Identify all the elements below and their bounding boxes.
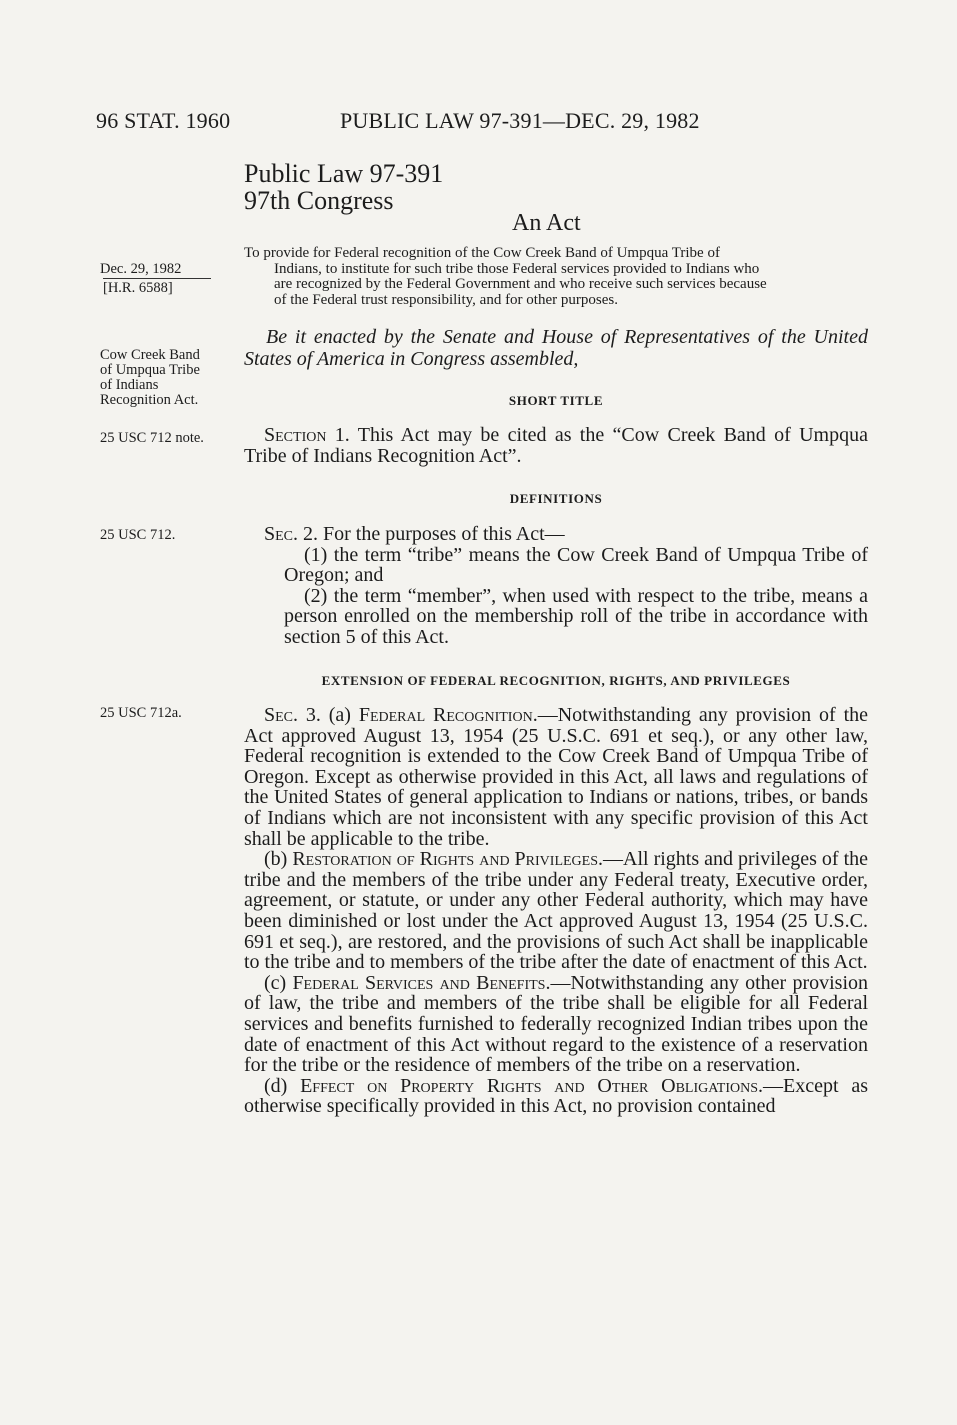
law-date-header: PUBLIC LAW 97-391—DEC. 29, 1982 (340, 108, 700, 133)
subsection-a-heading: Federal Recognition. (358, 704, 538, 726)
subsection-c-prefix: (c) (264, 971, 293, 994)
section-2-item-1: (1) the term “tribe” means the Cow Creek Band of Umpqua Tribe of Oregon; and (284, 543, 868, 587)
section-2 (244, 524, 868, 648)
margin-citation-sec3: 25 USC 712a. (100, 705, 182, 721)
purpose-line: Indians, to institute for such tribe those Federal services provided to Indians who (274, 260, 760, 277)
subsection-d-prefix: (d) (264, 1074, 301, 1097)
running-head (96, 108, 856, 138)
section-3-subsection-b (244, 849, 868, 973)
section-2-label: Sec. 2. (264, 523, 319, 545)
section-1-paragraph (244, 425, 868, 466)
margin-short-title-line: Cow Creek Band (100, 347, 200, 363)
section-2-item-2: (2) the term “member”, when used with respect to the tribe, means a person enrolled on the membership roll of the tribe in accordance with section 5 of this Act. (284, 584, 868, 648)
margin-date: Dec. 29, 1982 (100, 261, 182, 277)
section-2-intro: For the purposes of this Act— (318, 523, 565, 545)
heading-extension: EXTENSION OF FEDERAL RECOGNITION, RIGHTS, AND PRIVILEGES (321, 673, 791, 688)
section-1-label: Section 1. (264, 424, 350, 446)
section-3-subsection-a (244, 705, 868, 849)
subsection-a-prefix: (a) (320, 704, 359, 726)
margin-short-title-line: Recognition Act. (100, 392, 199, 408)
heading-definitions: DEFINITIONS (509, 491, 603, 506)
public-law-number: Public Law 97-391 (244, 159, 444, 188)
enacting-clause: Be it enacted by the Senate and House of Representatives of the United States of America in Congress assembled, (244, 326, 868, 370)
purpose-line: are recognized by the Federal Government and who receive such services because (274, 276, 767, 292)
subsection-b-heading: Restoration of Rights and Privileges. (292, 848, 604, 871)
section-3 (244, 705, 868, 1117)
public-law-title (244, 160, 443, 214)
margin-short-title-line: of Umpqua Tribe (100, 362, 200, 378)
subsection-c-text: —Notwithstanding any other provision of law, the tribe and members of the tribe shall be eligible for all Federal services and benefits furnished to federally recognized Indian tribes upon the date of enactment of this Act without regard to the existence of a reservation for the tribe or the residence of members of the tribe on a reservation. (244, 971, 869, 1077)
purpose-line: To provide for Federal recognition of the Cow Creek Band of Umpqua Tribe of (244, 245, 720, 261)
section-2-intro-paragraph (244, 524, 868, 545)
heading-short-title: SHORT TITLE (508, 393, 604, 408)
congress-number: 97th Congress (244, 186, 394, 215)
section-1 (244, 425, 868, 466)
purpose-clause (244, 246, 868, 308)
section-3-subsection-d (244, 1076, 868, 1117)
stat-page-number: 96 STAT. 1960 (96, 108, 231, 133)
subsection-b-prefix: (b) (264, 848, 293, 871)
subsection-b-text: —All rights and privileges of the tribe and the members of the tribe under any Federal treaty, Executive order, agreement, or statute, or under any other Federal authority, which may have been diminished or lost under the Act approved August 13, 1954 (25 U.S.C. 691 et seq.), are restored, and the provisions of such Act shall be inapplicable to the tribe and to members of the tribe after the date of enactment of this Act. (244, 848, 868, 974)
an-act-heading: An Act (512, 210, 581, 236)
margin-bill-number: [H.R. 6588] (103, 278, 211, 296)
subsection-a-text: —Notwithstanding any provision of the Act approved August 13, 1954 (25 U.S.C. 691 et seq.), or any other law, Federal recognition is extended to the Cow Creek Band of Umpqua Tribe of Oregon. Except as otherwise provided in this Act, all laws and regulations of the United States of general application to Indians or nations, tribes, or bands of Indians which are not inconsistent with any specific provision of this Act shall be applicable to the tribe. (244, 704, 869, 850)
subsection-c-heading: Federal Services and Benefits. (292, 971, 551, 994)
subsection-d-text: —Except as otherwise specifically provided in this Act, no provision contained (244, 1074, 868, 1118)
purpose-line: of the Federal trust responsibility, and for other purposes. (274, 291, 618, 308)
section-3-subsection-c (244, 973, 868, 1076)
section-1-text: This Act may be cited as the “Cow Creek Band of Umpqua Tribe of Indians Recognition Act”. (244, 424, 868, 467)
margin-short-title-line: of Indians (100, 377, 159, 393)
margin-citation-sec2: 25 USC 712. (100, 527, 176, 543)
margin-short-title (100, 348, 235, 408)
subsection-d-heading: Effect on Property Rights and Other Obligations. (300, 1074, 764, 1097)
section-3-label: Sec. 3. (264, 704, 321, 726)
margin-citation-sec1: 25 USC 712 note. (100, 430, 204, 446)
